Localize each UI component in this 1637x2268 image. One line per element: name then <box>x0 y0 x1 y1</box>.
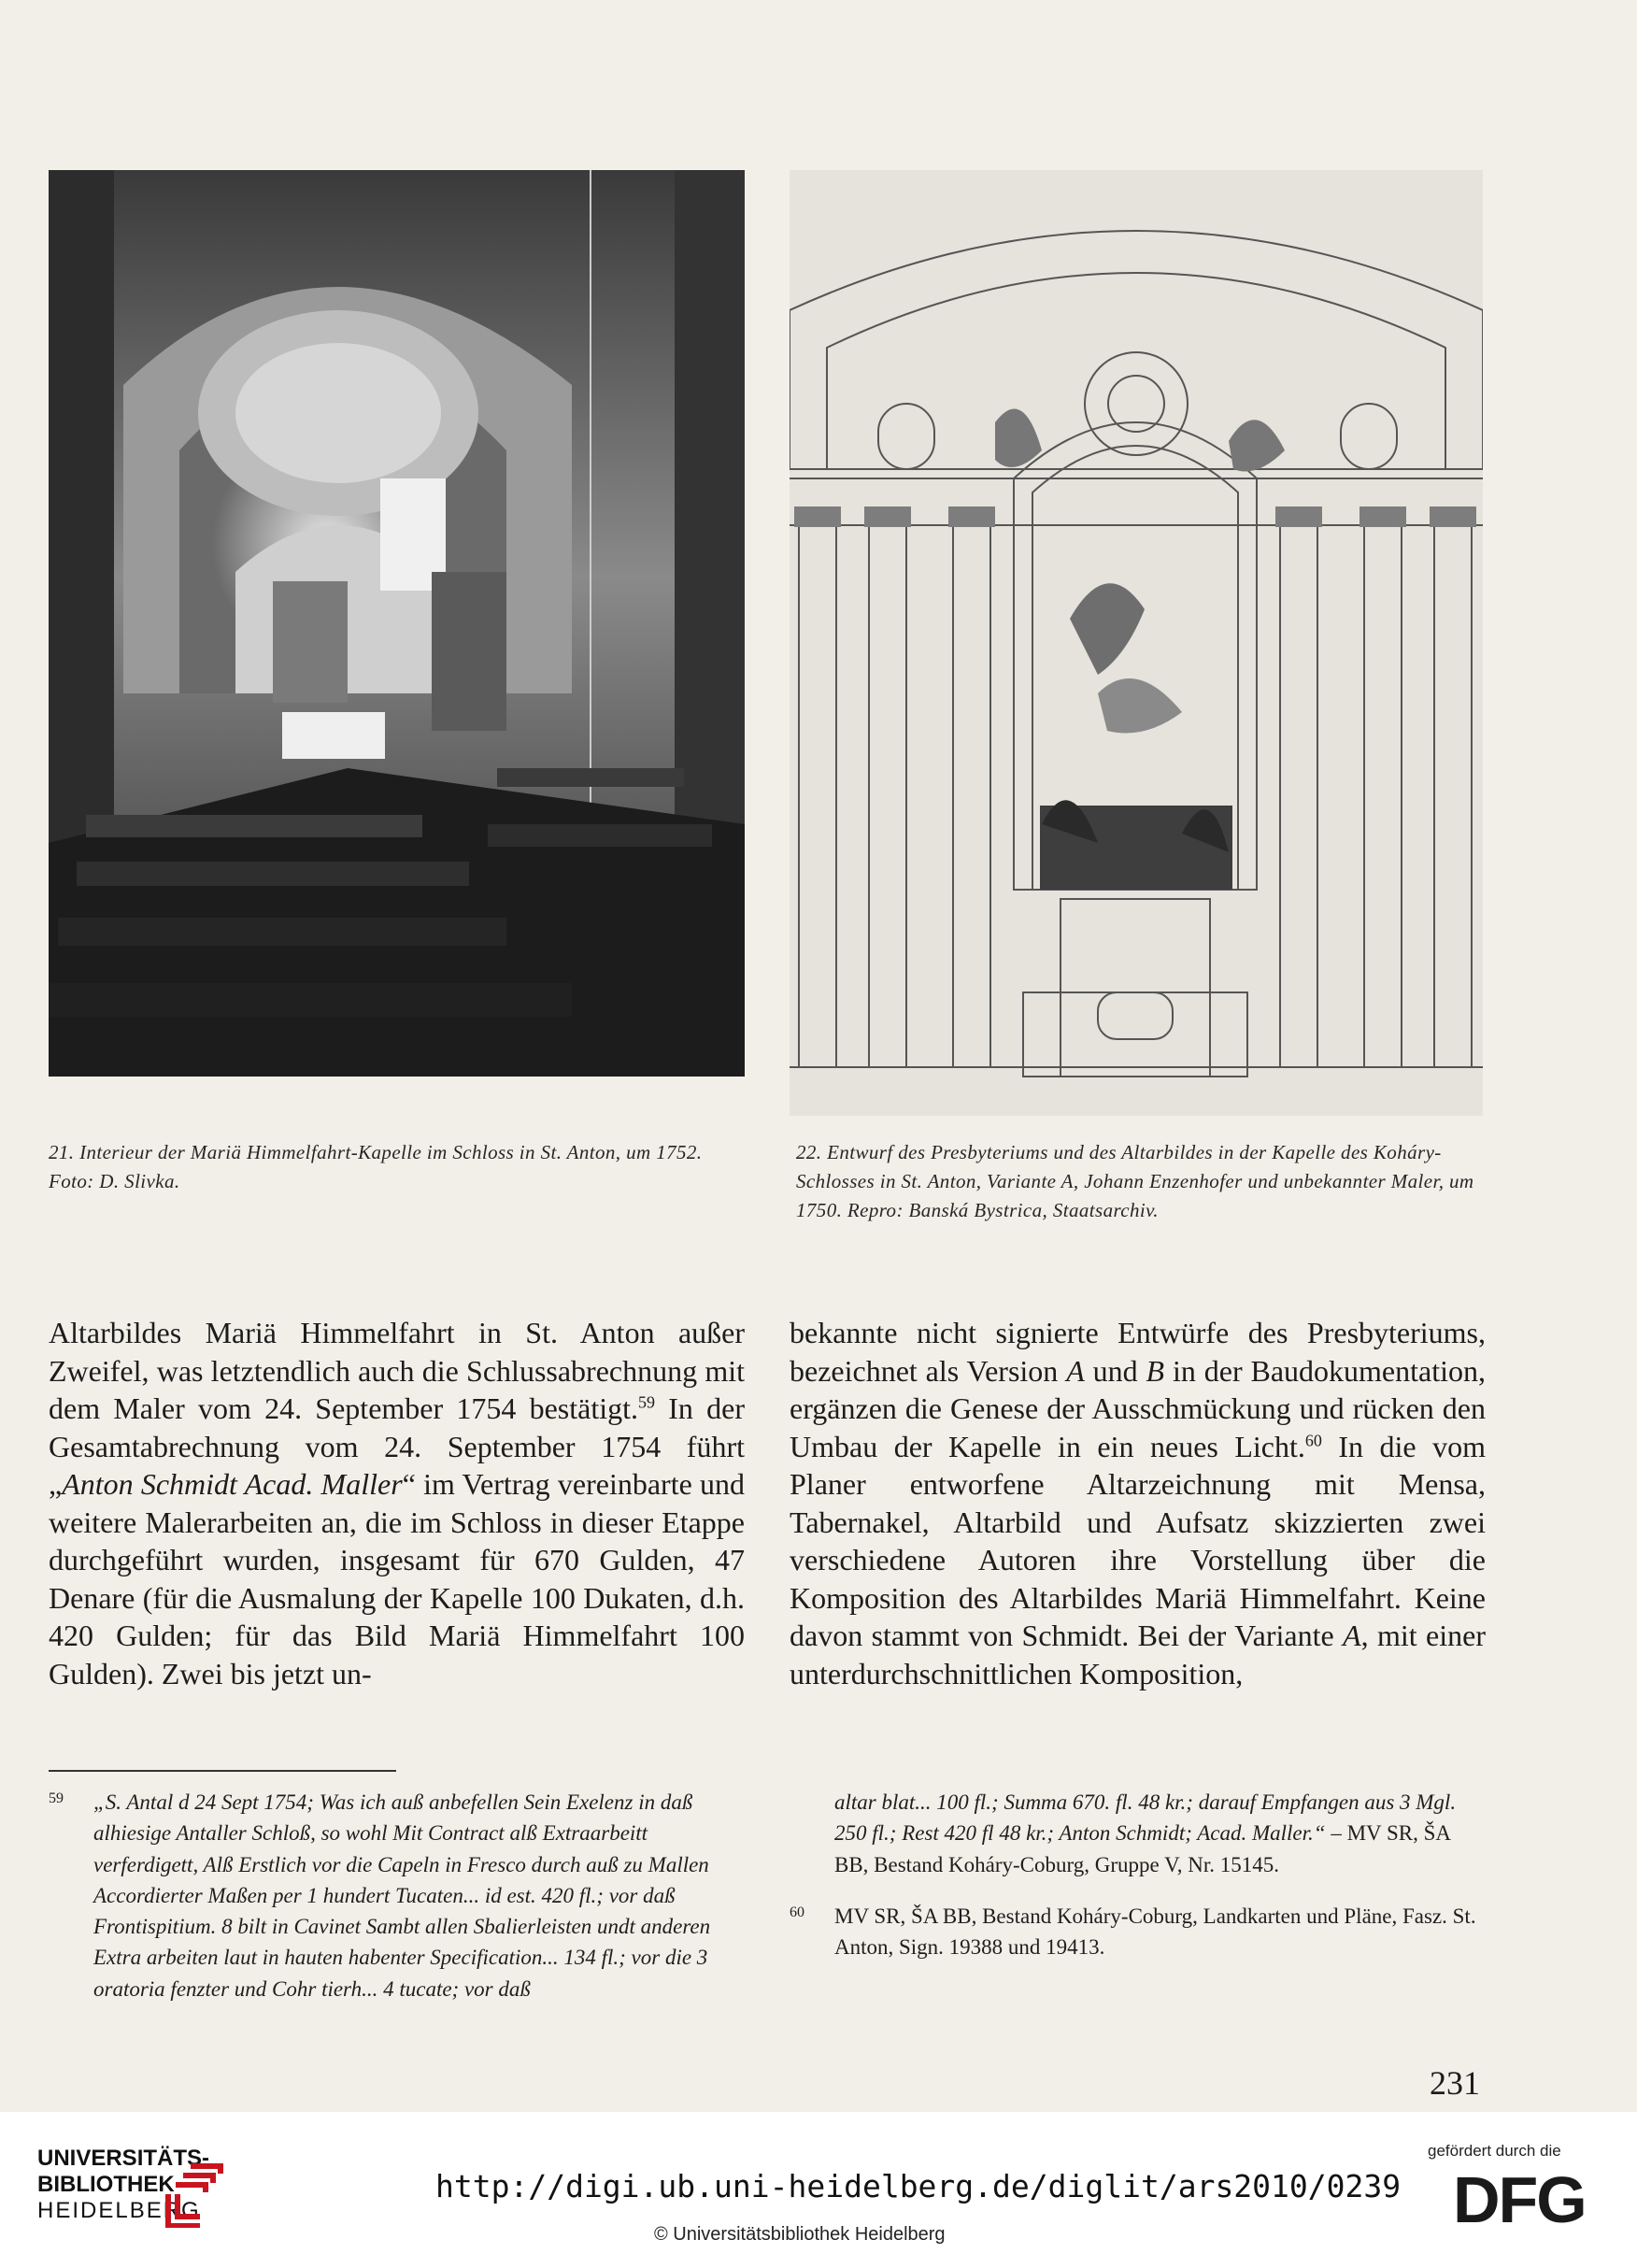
footnote-number: 59 <box>49 1790 64 1806</box>
paragraph: Altarbildes Mariä Himmelfahrt in St. Anton außer Zweifel, was letztendlich auch die Schlussabrechnung mit dem Maler vom 24. September 1754 bestätigt.$^{59}$ In der Gesamtabrechnung vom 24. September 1754 führt „Anton Schmidt Acad. Maller“ im Vertrag vereinbarte und weitere Malerarbeiten an, die im Schloss in dieser Etappe durchgeführt wurden, insgesamt für 670 Gulden, 47 Denare (für die Ausmalung der Kapelle 100 Dukaten, d.h. 420 Gulden; für das Bild Mariä Himmelfahrt 100 Gulden). Zwei bis jetzt un- <box>49 1316 746 1690</box>
footnote-ref-60[interactable]: 60 <box>1304 1430 1322 1449</box>
footnote-divider <box>49 1770 396 1772</box>
paragraph: bekannte nicht signierte Entwürfe des Presbyteriums, bezeichnet als Version A und B in der Baudokumentation, ergänzen die Genese der Ausschmückung und rücken den Umbau der Kapelle in ein neues Licht.$^{60}$ In die vom Planer entworfene Altarzeichnung mit Mensa, Tabernakel, Altarbild und Aufsatz skizzierten zwei verschiedene Autoren ihre Vorstellung über die Komposition des Altarbildes Mariä Himmelfahrt. Keine davon stammt von Schmidt. Bei der Variante A, mit einer unterdurchschnittlichen Komposition, <box>790 1316 1487 1690</box>
logo-line: HEIDELBERG <box>37 2198 201 2223</box>
figure-22-altar-design-drawing <box>790 170 1483 1116</box>
body-text-left-column <box>49 1314 745 1692</box>
footnote-60: 60 MV SR, ŠA BB, Bestand Koháry-Coburg, Landkarten und Pläne, Fasz. St. Anton, Sign. 19388 und 19413. <box>790 1901 1486 1963</box>
dfg-logo[interactable]: DFG <box>1453 2163 1586 2236</box>
figure-21-chapel-interior-photo <box>49 170 745 1077</box>
footnote-number: 60 <box>790 1904 804 1920</box>
body-text-right-column <box>790 1314 1486 1692</box>
footnotes-right-column <box>790 1787 1486 1983</box>
library-emblem-icon <box>163 2161 224 2232</box>
footnote-59: 59 „S. Antal d 24 Sept 1754; Was ich auß anbefellen Sein Exelenz in daß alhiesige Antaller Schloß, so wohl Mit Contract alß Extraarbeitt verferdigett, Alß Erstlich vor die Capeln in Fresco durch auß zu Mallen Accordierter Maßen per 1 hundert Tucaten... id est. 420 fl.; vor daß Frontispitium. 8 bilt in Cavinet Sambt allen Sbalierleisten undt anderen Extra arbeiten laut in hauten habenter Specification... 134 fl.; vor die 3 oratoria fenzter und Cohr tierh... 4 tucate; vor daß <box>49 1787 745 2004</box>
logo-line: BIBLIOTHEK <box>37 2172 175 2197</box>
figure-22-caption: 22. Entwurf des Presbyteriums und des Altarbildes in der Kapelle des Koháry-Schlosses in St. Anton, Variante A, Johann Enzenhofer und unbekannter Maler, um 1750. Repro: Banská Bystrica, Staatsarchiv. <box>796 1141 1474 1221</box>
funding-label: gefördert durch die <box>1428 2142 1561 2160</box>
permalink-url[interactable]: http://digi.ub.uni-heidelberg.de/diglit/ars2010/0239 <box>435 2168 1402 2204</box>
logo-line: UNIVERSITÄTS- <box>37 2146 210 2171</box>
footnote-59-continued: altar blat... 100 fl.; Summa 670. fl. 48 kr.; darauf Empfangen aus 3 Mgl. 250 fl.; Rest 420 fl 48 kr.; Anton Schmidt; Acad. Maller.“ – MV SR, ŠA BB, Bestand Koháry-Coburg, Gruppe V, Nr. 15145. <box>834 1790 1457 1876</box>
page-number: 231 <box>1430 2064 1480 2102</box>
footnotes-left-column <box>49 1787 745 2025</box>
footnote-ref-59[interactable]: 59 <box>638 1392 656 1412</box>
copyright-notice: © Universitätsbibliothek Heidelberg <box>654 2224 946 2245</box>
figure-21-caption: 21. Interieur der Mariä Himmelfahrt-Kapelle im Schloss in St. Anton, um 1752. Foto: D. Slivka. <box>49 1141 703 1192</box>
